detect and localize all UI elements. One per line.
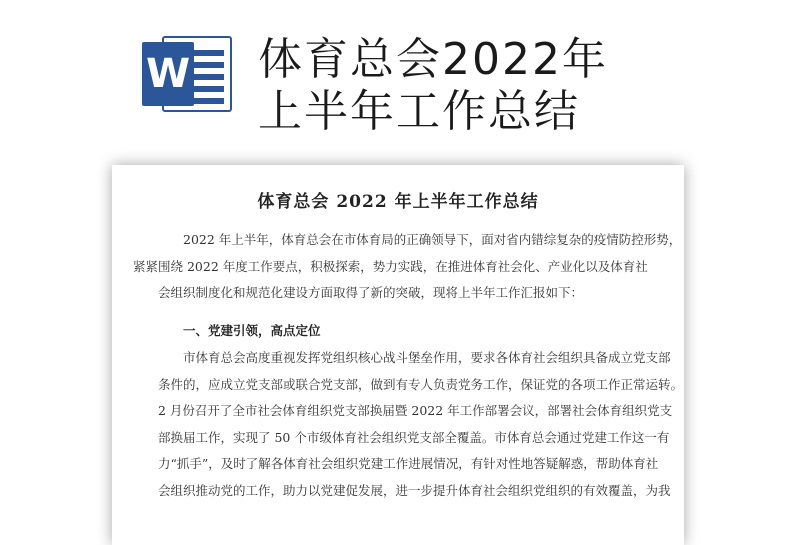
banner-title (258, 34, 778, 138)
paragraph-line: 市体育总会高度重视发挥党组织核心战斗堡垒作用，要求各体育社会组织具备成立党支部 (183, 350, 671, 365)
paragraph-line: 2 月份召开了全市社会体育组织党支部换届暨 2022 年工作部署会议，部署社会体育组织党支 (158, 403, 673, 418)
document-title: 体育总会 2022 年上半年工作总结 (257, 192, 539, 212)
paragraph-line: 会组织推动党的工作，助力以党建促发展，进一步提升体育社会组织党组织的有效覆盖，为我 (158, 482, 671, 498)
paragraph-line: 紧紧围绕 2022 年度工作要点，积极探索，势力实践，在推进体育社会化、产业化以及体育社 (133, 258, 648, 274)
banner (0, 0, 800, 150)
paragraph-line: 力“抓手”，及时了解各体育社会组织党建工作进展情况，有针对性地答疑解惑，帮助体育社 (158, 456, 659, 471)
paragraph-line: 会组织制度化和规范化建设方面取得了新的突破，现将上半年工作汇报如下： (158, 285, 584, 300)
section1-paragraph (158, 345, 684, 504)
paragraph-line: 部换届工作，实现了 50 个市级体育社会组织党支部全覆盖。市体育总会通过党建工作这一有 (158, 429, 670, 445)
intro-paragraph (133, 227, 682, 307)
banner-title-line1: 体育总会2022年 (258, 34, 608, 85)
section-heading: 一、党建引领，高点定位 (183, 323, 321, 338)
paragraph-line: 条件的，应成立党支部或联合党支部，做到有专人负责党务工作，保证党的各项工作正常运转。 (158, 376, 684, 392)
word-icon-badge: W (142, 42, 194, 106)
document-page (112, 165, 684, 545)
banner-title-line2: 上半年工作总结 (258, 86, 580, 137)
word-icon (142, 36, 234, 112)
paragraph-line: 2022 年上半年，体育总会在市体育局的正确领导下，面对省内错综复杂的疫情防控形势， (183, 232, 682, 247)
